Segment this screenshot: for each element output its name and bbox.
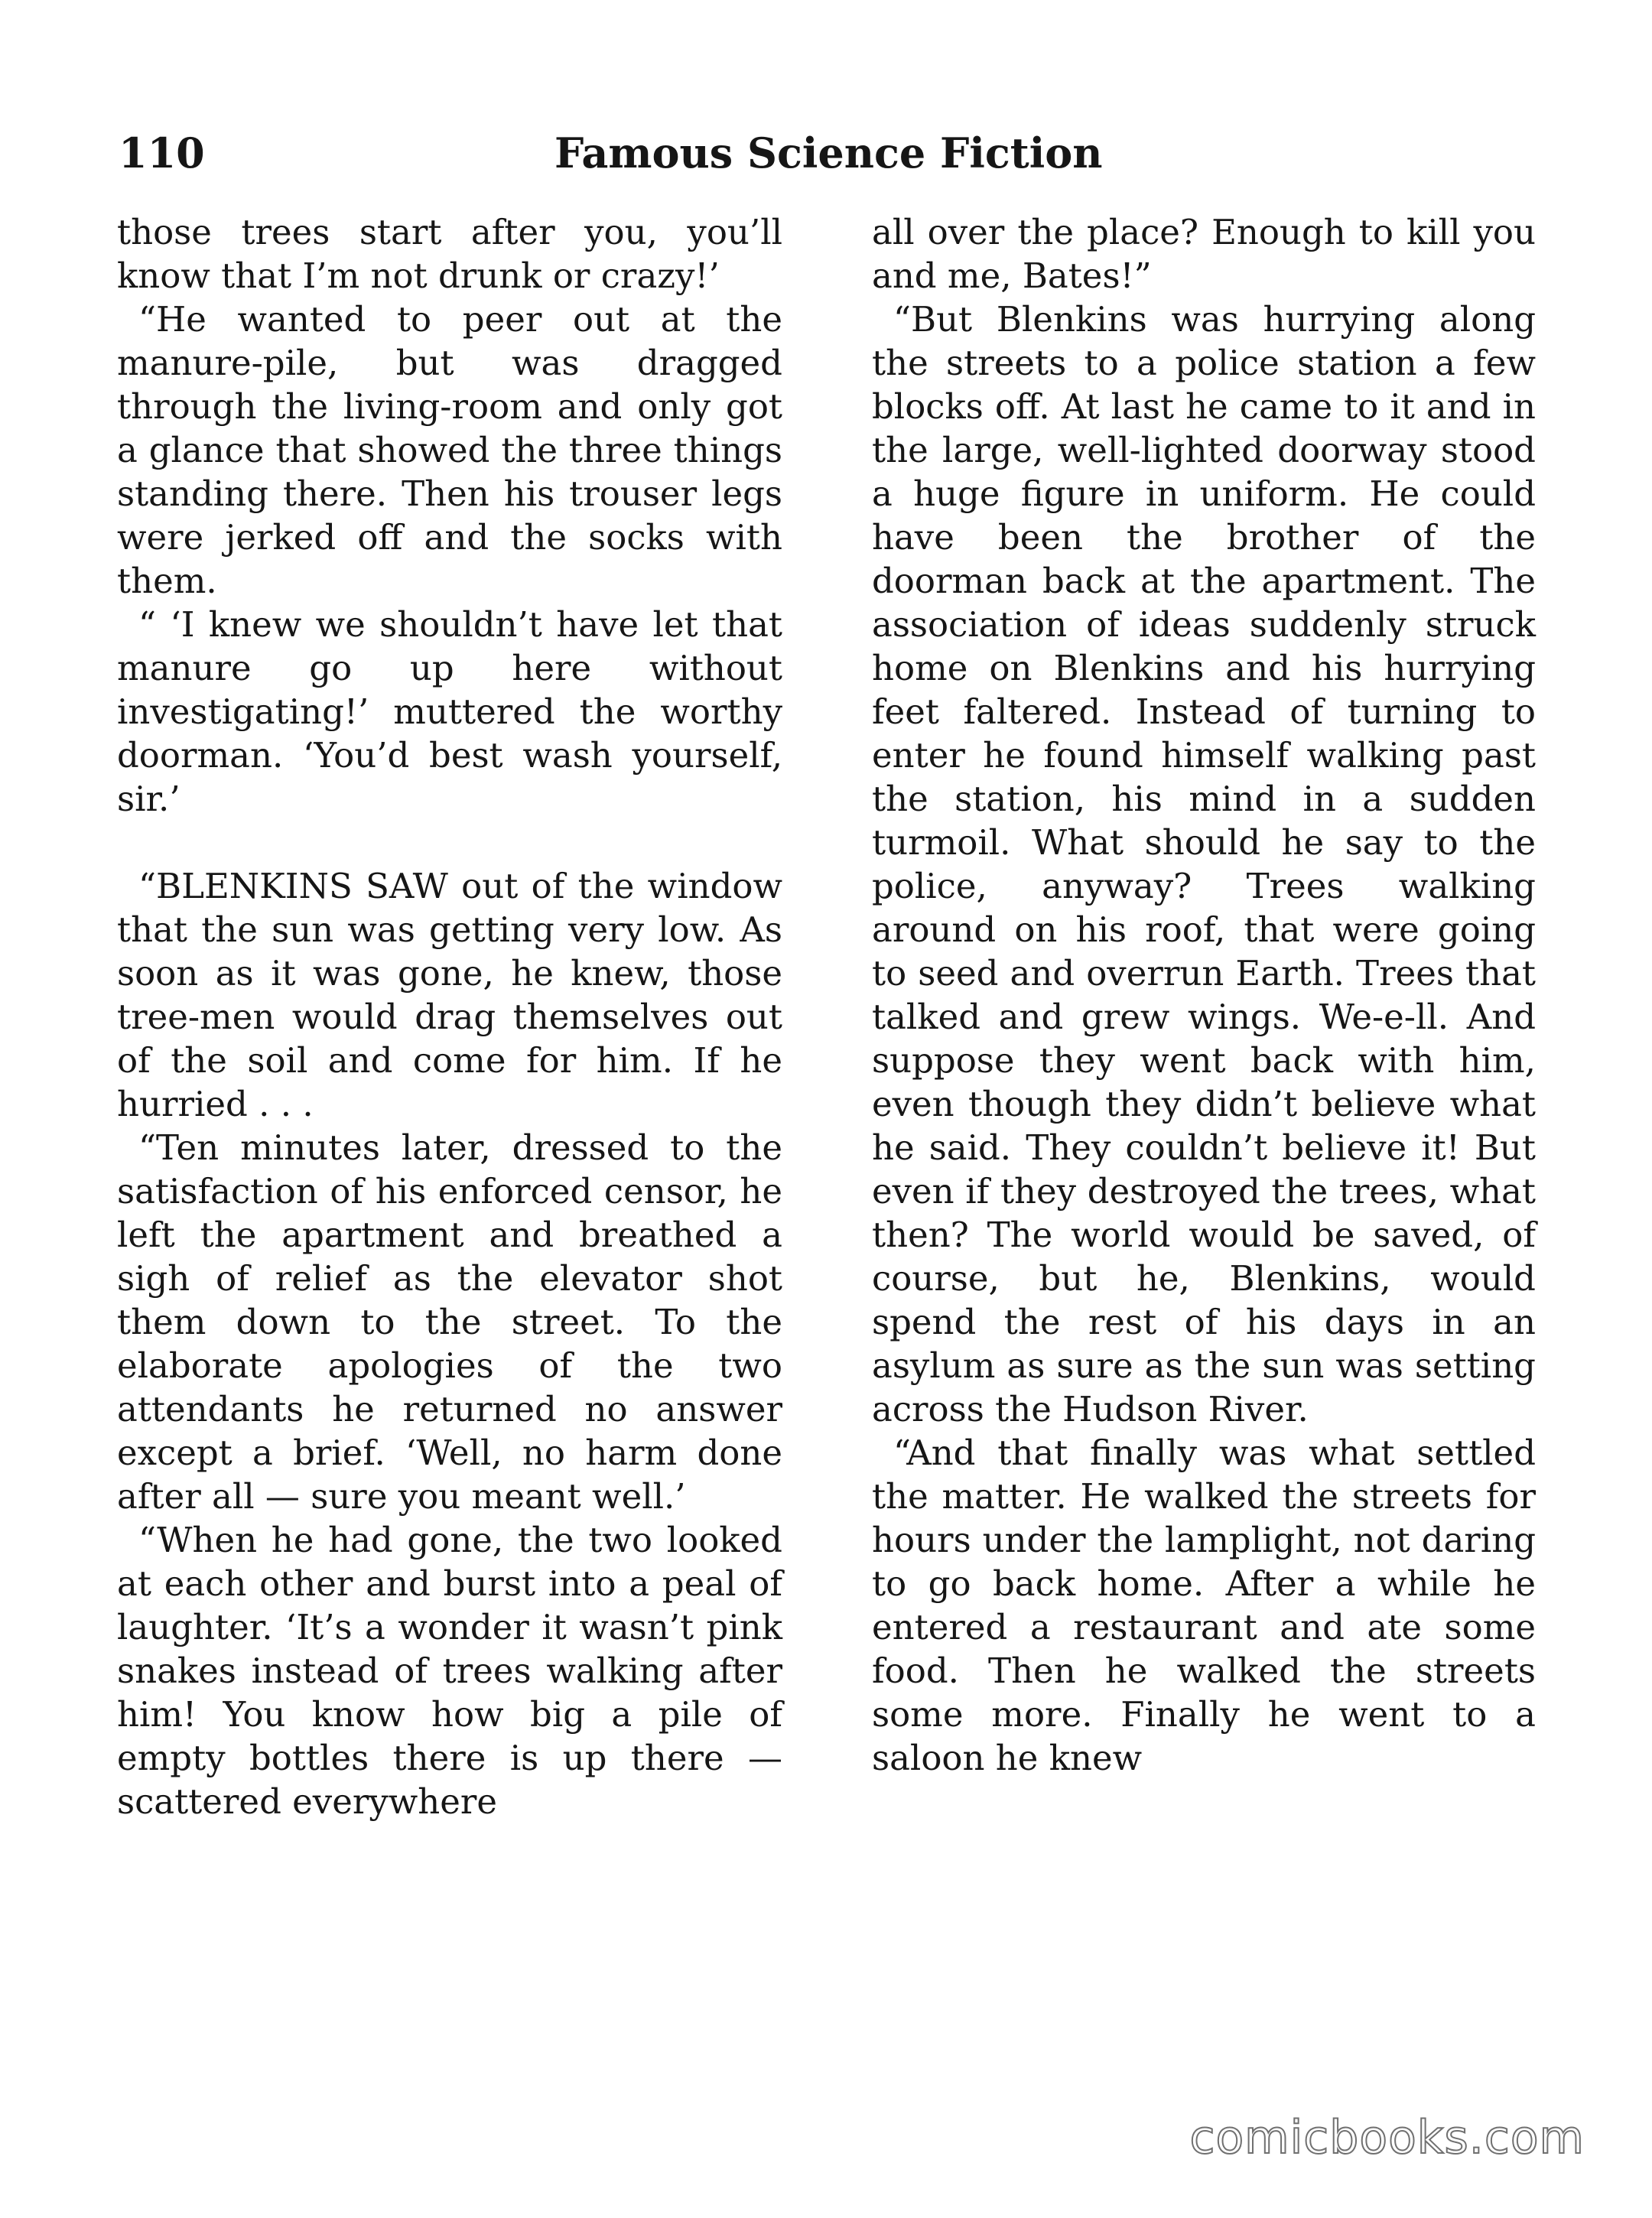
paragraph: “He wanted to peer out at the manure-pile, but was dragged through the living-room and only got a glance that showed the three things standing there. Then his trouser legs were jerked off and the socks with them. xyxy=(117,299,782,601)
paragraph: “But Blenkins was hurrying along the streets to a police station a few blocks off. At last he came to it and in the large, well-lighted doorway stood a huge figure in uniform. He could have been the brother of the doorman back at the apartment. The association of ideas suddenly struck home on Blenkins and his hurrying feet faltered. Instead of turning to enter he found himself walking past the station, his mind in a sudden turmoil. What should he say to the police, anyway? Trees walking around on his roof, that were going to seed and overrun Earth. Trees that talked and grew wings. We-e-ll. And suppose they went back with him, even though they didn’t believe what he said. They couldn’t believe it! But even if they destroyed the trees, what then? The world would be saved, of course, but he, Blenkins, would spend the rest of his days in an asylum as sure as the sun was setting across the Hudson River. xyxy=(872,299,1536,1429)
left-column xyxy=(117,210,782,1823)
right-column xyxy=(872,210,1536,1780)
paragraph: those trees start after you, you’ll know that I’m not drunk or crazy!’ xyxy=(117,212,782,296)
watermark: comicbooks.com xyxy=(1189,2111,1585,2164)
paragraph: all over the place? Enough to kill you and me, Bates!” xyxy=(872,212,1536,296)
paragraph: “When he had gone, the two looked at each other and burst into a peal of laughter. ‘It’s a wonder it wasn’t pink snakes instead of trees walking after him! You know how big a pile of empty bottles there is up there — scattered everywhere xyxy=(117,1520,782,1822)
page-number: 110 xyxy=(119,128,205,177)
page-header xyxy=(119,122,1533,184)
paragraph: “BLENKINS SAW out of the window that the sun was getting very low. As soon as it was gone, he knew, those tree-men would drag themselves out of the soil and come for him. If he hurried . . . xyxy=(117,866,782,1124)
paragraph: “ ‘I knew we shouldn’t have let that manure go up here without investigating!’ muttered the worthy doorman. ‘You’d best wash yourself, sir.’ xyxy=(117,604,782,819)
paragraph: “And that finally was what settled the matter. He walked the streets for hours under the lamplight, not daring to go back home. After a while he entered a restaurant and ate some food. Then he walked the streets some more. Finally he went to a saloon he knew xyxy=(872,1433,1536,1778)
running-title: Famous Science Fiction xyxy=(554,128,1103,177)
paragraph: “Ten minutes later, dressed to the satisfaction of his enforced censor, he left the apartment and breathed a sigh of relief as the elevator shot them down to the street. To the elaborate apologies of the two attendants he returned no answer except a brief. ‘Well, no harm done after all — sure you meant well.’ xyxy=(117,1127,782,1517)
